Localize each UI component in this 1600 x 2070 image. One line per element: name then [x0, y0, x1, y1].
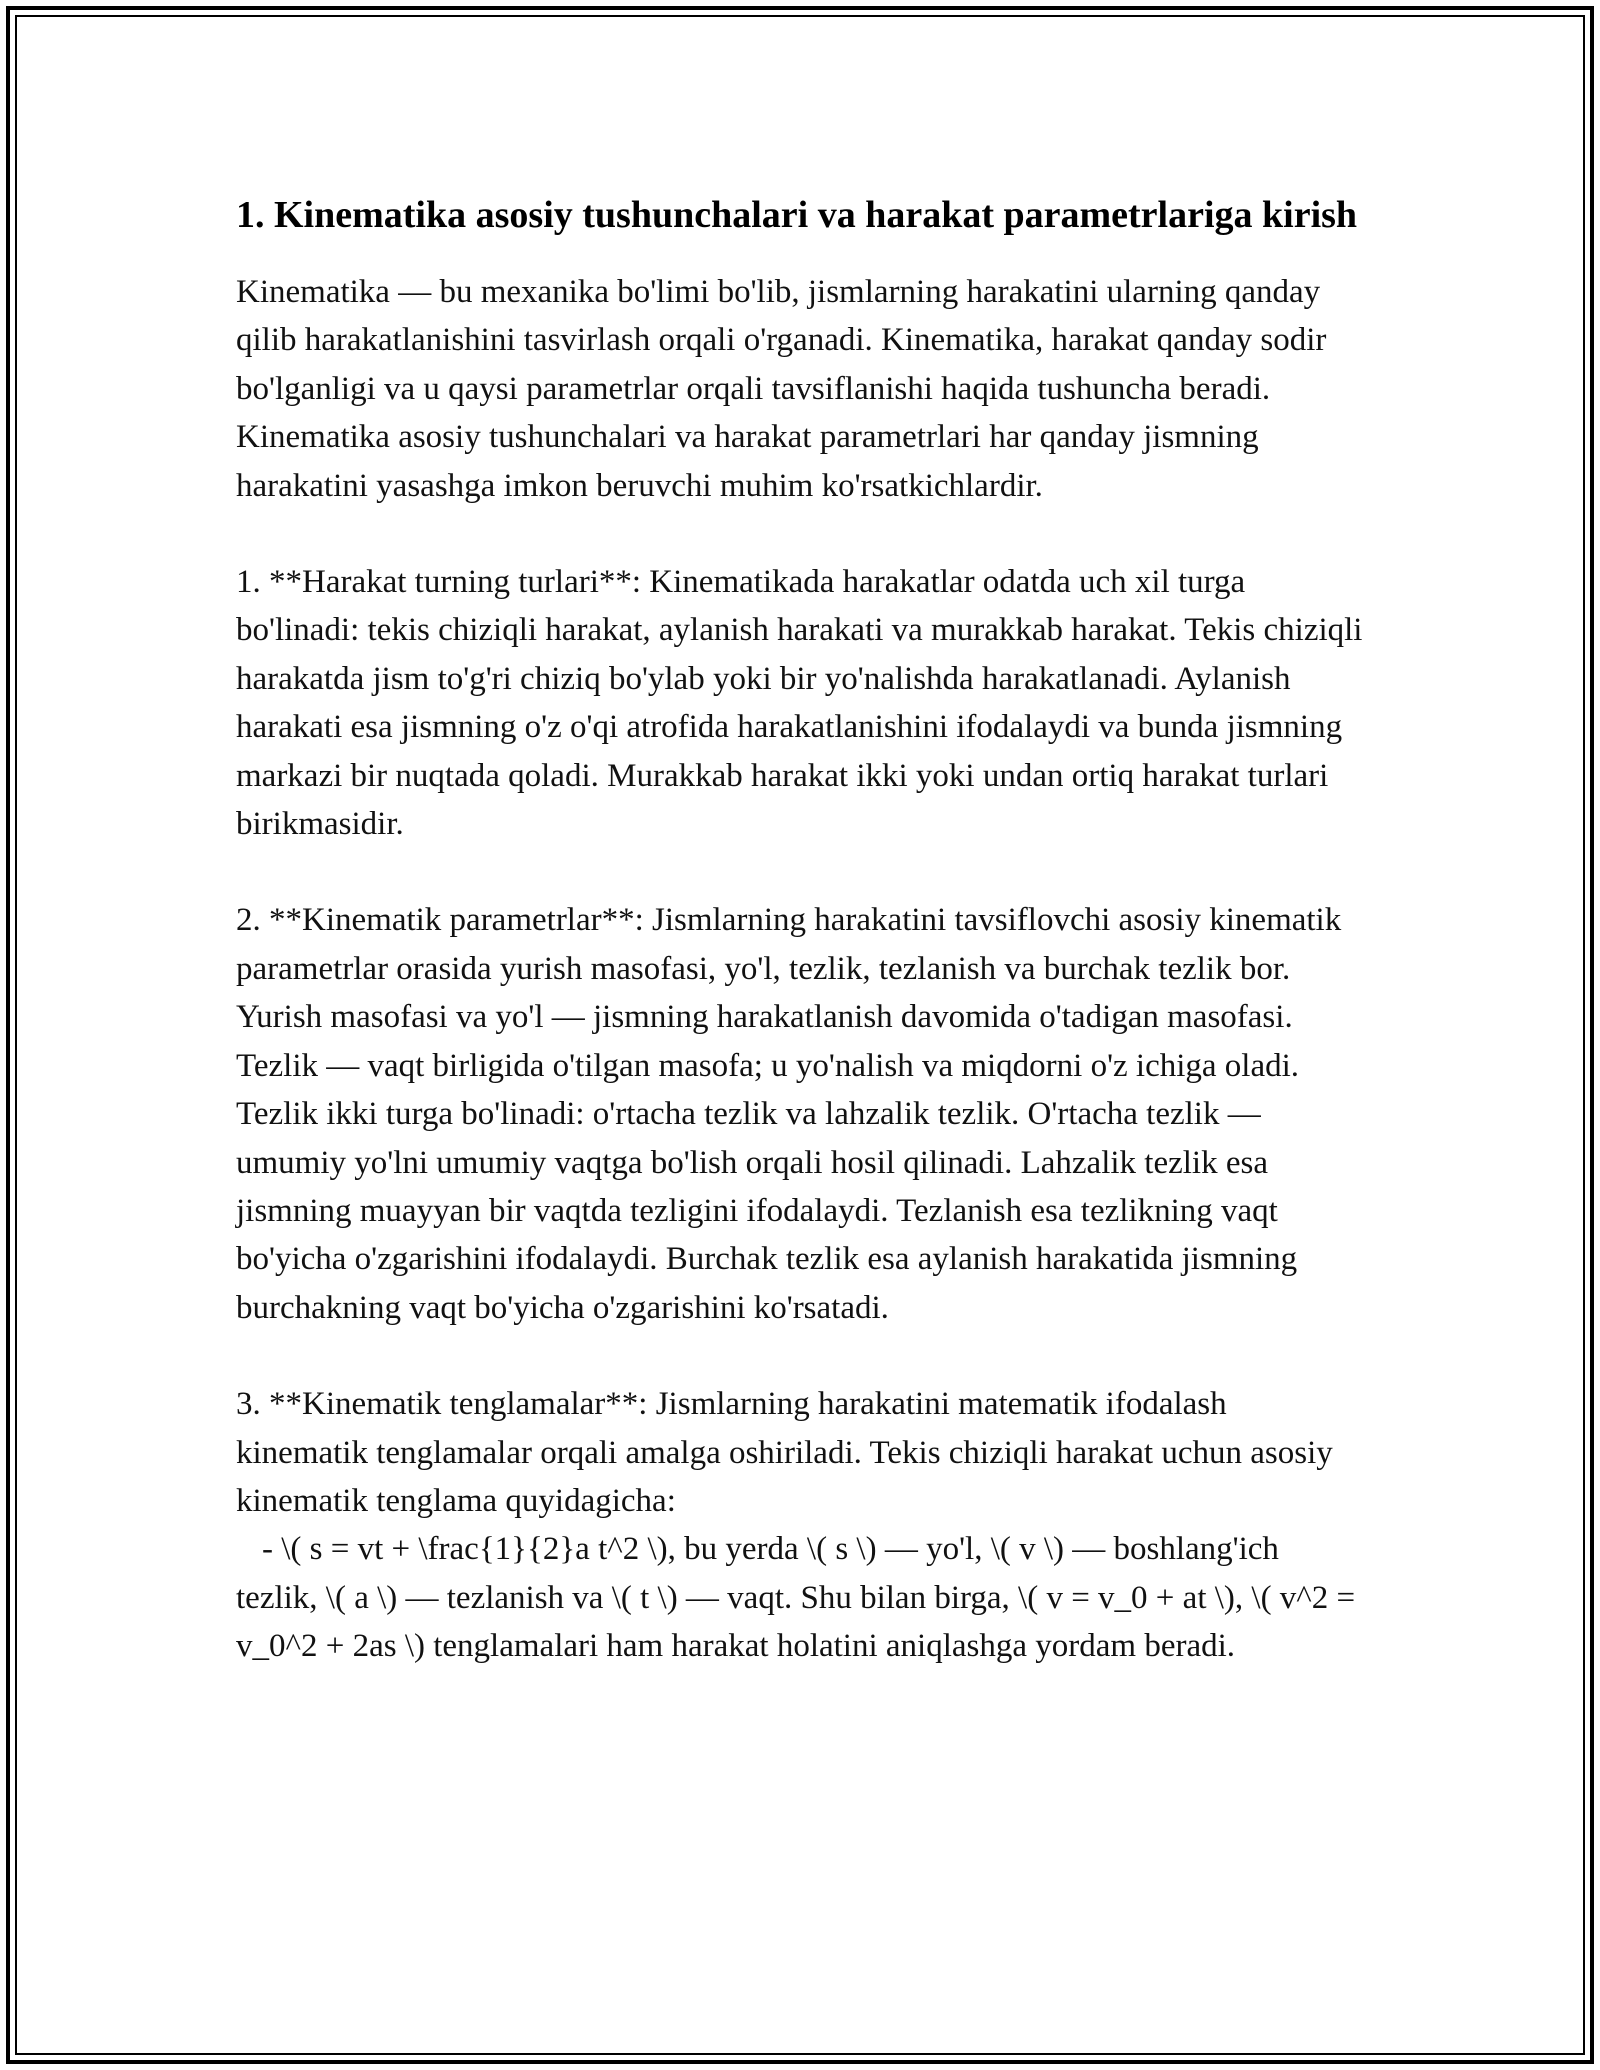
equations-intro-text: 3. **Kinematik tenglamalar**: Jismlarning harakatini matematik ifodalash kinematik tenglamalar orqali amalga oshiriladi. Tekis chiziqli harakat uchun asosiy kinematik tenglama quyidagicha:: [236, 1386, 1333, 1519]
intro-paragraph: Kinematika — bu mexanika bo'limi bo'lib, jismlarning harakatini ularning qanday qilib harakatlanishini tasvirlash orqali o'rganadi. Kinematika, harakat qanday sodir bo'lganligi va u qaysi parametrlar orqali tavsiflanishi haqida tushuncha beradi. Kinematika asosiy tushunchalari va harakat parametrlari har qanday jismning harakatini yasashga imkon beruvchi muhim ko'rsatkichlardir.: [236, 274, 1327, 504]
section-kinematic-parameters: 2. **Kinematik parametrlar**: Jismlarning harakatini tavsiflovchi asosiy kinematik parametrlar orasida yurish masofasi, yo'l, tezlik, tezlanish va burchak tezlik bor. Yurish masofasi va yo'l — jismning harakatlanish davomida o'tadigan masofasi. Tezlik — vaqt birligida o'tilgan masofa; u yo'nalish va miqdorni o'z ichiga oladi. Tezlik ikki turga bo'linadi: o'rtacha tezlik va lahzalik tezlik. O'rtacha tezlik — umumiy yo'lni umumiy vaqtga bo'lish orqali hosil qilinadi. Lahzalik tezlik esa jismning muayyan bir vaqtda tezligini ifodalaydi. Tezlanish esa tezlikning vaqt bo'yicha o'zgarishini ifodalaydi. Burchak tezlik esa aylanish harakatida jismning burchakning vaqt bo'yicha o'zgarishini ko'rsatadi.: [236, 902, 1342, 1326]
equations-formula-text: - \( s = vt + \frac{1}{2}a t^2 \), bu yerda \( s \) — yo'l, \( v \) — boshlang'ich tezlik, \( a \) — tezlanish va \( t \) — vaqt. Shu bilan birga, \( v = v_0 + at \), \( v^2 = v_0^2 + 2as \) tenglamalari ham harakat holatini aniqlashga yordam beradi.: [236, 1531, 1356, 1665]
section-motion-types: 1. **Harakat turning turlari**: Kinematikada harakatlar odatda uch xil turga bo'linadi: tekis chiziqli harakat, aylanish harakati va murakkab harakat. Tekis chiziqli harakatda jism to'g'ri chiziq bo'ylab yoki bir yo'nalishda harakatlanadi. Aylanish harakati esa jismning o'z o'qi atrofida harakatlanishini ifodalaydi va bunda jismning markazi bir nuqtada qoladi. Murakkab harakat ikki yoki undan ortiq harakat turlari birikmasidir.: [236, 564, 1363, 843]
document-body: [236, 188, 1366, 1719]
document-title: 1. Kinematika asosiy tushunchalari va harakat parametrlariga kirish: [236, 194, 1358, 236]
section-kinematic-equations: [236, 1380, 1366, 1670]
